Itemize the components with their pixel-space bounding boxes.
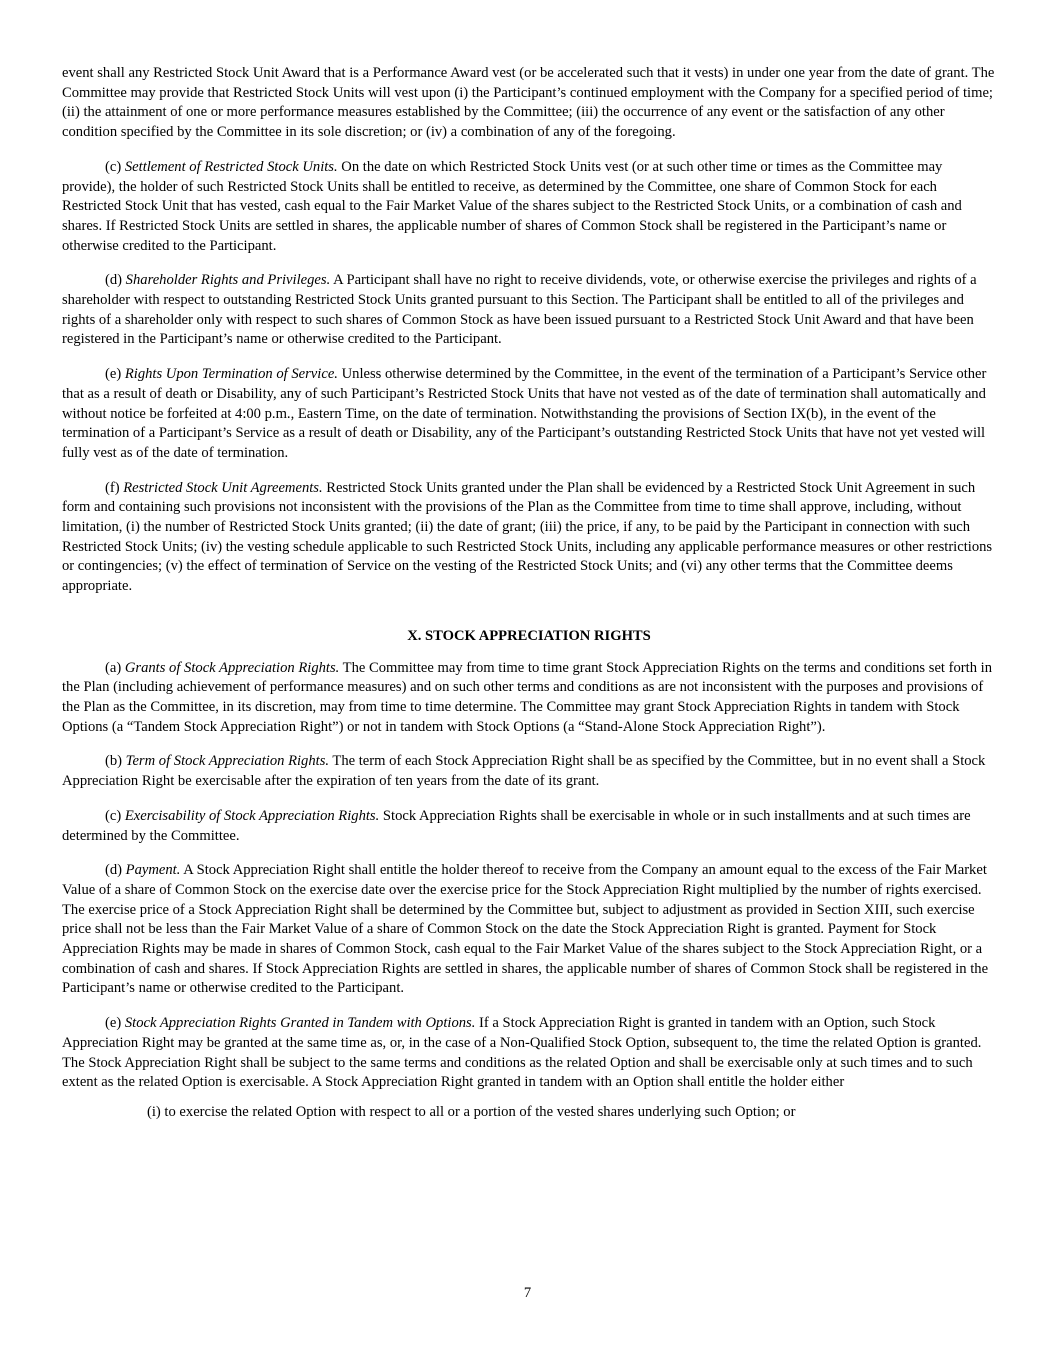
document-page: [62, 64, 996, 1138]
paragraph-text: The Committee may from time to time grant Stock Appreciation Rights on the terms and conditions set forth in the Plan (including achievement of performance measures) and on such other terms and conditions as are not inconsistent with the purposes and provisions of the Plan as the Committee, in its discretion, may from time to time determine. The Committee may grant Stock Appreciation Rights in tandem with Stock Options (a “Tandem Stock Appreciation Right”) or not in tandem with Stock Options (a “Stand-Alone Stock Appreciation Right”).: [62, 659, 992, 735]
paragraph-title: Exercisability of Stock Appreciation Rights.: [124, 807, 380, 824]
section-heading: X. STOCK APPRECIATION RIGHTS: [407, 627, 651, 644]
paragraph-text: event shall any Restricted Stock Unit Award that is a Performance Award vest (or be accelerated such that it vests) in under one year from the date of grant. The Committee may provide that Restricted Stock Units will vest upon (i) the Participant’s continued employment with the Company for a specified period of time; (ii) the attainment of one or more performance measures established by the Committee; (iii) the occurrence of any event or the satisfaction of any other condition specified by the Committee in its sole discretion; or (iv) a combination of any of the foregoing.: [62, 65, 995, 141]
paragraph-title: Restricted Stock Unit Agreements.: [123, 479, 323, 496]
paragraph-title: Payment.: [125, 862, 181, 879]
paragraph-text: Stock Appreciation Rights shall be exercisable in whole or in such installments and at such times are determined by the Committee.: [62, 807, 971, 844]
paragraph-label: (c): [105, 807, 125, 824]
paragraph-label: (e): [105, 1015, 125, 1032]
subclause-i: (i) to exercise the related Option with respect to all or a portion of the vested shares underlying such Option; or: [147, 1103, 796, 1120]
paragraph-label: (d): [105, 272, 126, 289]
paragraph-title: Grants of Stock Appreciation Rights.: [124, 659, 340, 676]
paragraph-intro: [62, 64, 996, 143]
paragraph-text: A Participant shall have no right to receive dividends, vote, or otherwise exercise the privileges and rights of a shareholder with respect to outstanding Restricted Stock Units granted pursuant to this Section. The Participant shall be entitled to all of the privileges and rights of a shareholder only with respect to such shares of Common Stock as have been issued pursuant to a Restricted Stock Unit Award and that have been registered in the Participant’s name or otherwise credited to the Participant.: [62, 272, 977, 348]
paragraph-title: Shareholder Rights and Privileges.: [125, 272, 331, 289]
paragraph-text: Unless otherwise determined by the Committee, in the event of the termination of a Participant’s Service other that as a result of death or Disability, any of such Participant’s Restricted Stock Units that have not vested as of the date of termination shall automatically and without notice be forfeited at 4:00 p.m., Eastern Time, on the date of termination. Notwithstanding the provisions of Section IX(b), in the event of the termination of a Participant’s Service as a result of death or Disability, any of the Participant’s outstanding Restricted Stock Units that have not yet vested will fully vest as of the date of termination.: [62, 366, 987, 461]
paragraph-d-shareholder: [62, 271, 996, 350]
paragraph-label: (d): [105, 862, 126, 879]
paragraph-sar-a: [62, 659, 996, 738]
paragraph-label: (e): [105, 366, 125, 383]
paragraph-c-settlement: [62, 158, 996, 257]
paragraph-title: Settlement of Restricted Stock Units.: [124, 158, 338, 175]
paragraph-label: (f): [105, 479, 124, 496]
paragraph-text: Restricted Stock Units granted under the Plan shall be evidenced by a Restricted Stock Unit Agreement in such form and containing such provisions not inconsistent with the provisions of the Plan as the Committee from time to time shall approve, including, without limitation, (i) the number of Restricted Stock Units granted; (ii) the date of grant; (iii) the price, if any, to be paid by the Participant in connection with such Restricted Stock Units; (iv) the vesting schedule applicable to such Restricted Stock Units, including any applicable performance measures or other restrictions or contingencies; (v) the effect of termination of Service on the vesting of the Restricted Stock Units; and (vi) any other terms that the Committee deems appropriate.: [62, 479, 993, 595]
paragraph-title: Rights Upon Termination of Service.: [124, 366, 338, 383]
paragraph-f-agreements: [62, 479, 996, 597]
paragraph-text: On the date on which Restricted Stock Units vest (or at such other time or times as the Committee may provide), the holder of such Restricted Stock Units shall be entitled to receive, as determined by the Committee, one share of Common Stock for each Restricted Stock Unit that has vested, cash equal to the Fair Market Value of the shares subject to the Restricted Stock Units, or a combination of cash and shares. If Restricted Stock Units are settled in shares, the applicable number of shares of Common Stock shall be registered in the Participant’s name or otherwise credited to the Participant.: [62, 158, 962, 254]
paragraph-sar-c: [62, 807, 996, 846]
paragraph-label: (b): [105, 753, 126, 770]
paragraph-label: (a): [105, 659, 125, 676]
paragraph-sar-d: [62, 861, 996, 999]
paragraph-e-termination: [62, 365, 996, 464]
paragraph-title: Term of Stock Appreciation Rights.: [125, 753, 330, 770]
paragraph-sar-b: [62, 752, 996, 791]
paragraph-text: The term of each Stock Appreciation Right shall be as specified by the Committee, but in no event shall a Stock Appreciation Right be exercisable after the expiration of ten years from the date of its grant.: [62, 753, 986, 790]
paragraph-text: A Stock Appreciation Right shall entitle the holder thereof to receive from the Company an amount equal to the excess of the Fair Market Value of a share of Common Stock on the exercise date over the exercise price for the Stock Appreciation Right multiplied by the number of rights exercised. The exercise price of a Stock Appreciation Right shall be determined by the Committee but, subject to adjustment as provided in Section XIII, such exercise price shall not be less than the Fair Market Value of a share of Common Stock on the date the Stock Appreciation Right is granted. Payment for Stock Appreciation Rights may be made in shares of Common Stock, cash equal to the Fair Market Value of the shares subject to the Stock Appreciation Right, or a combination of cash and shares. If Stock Appreciation Rights are settled in shares, the applicable number of shares of Common Stock shall be registered in the Participant’s name or otherwise credited to the Participant.: [62, 862, 989, 997]
paragraph-label: (c): [105, 158, 125, 175]
paragraph-title: Stock Appreciation Rights Granted in Tandem with Options.: [124, 1015, 476, 1032]
page-number: 7: [523, 1285, 532, 1301]
paragraph-text: If a Stock Appreciation Right is granted in tandem with an Option, such Stock Appreciation Right may be granted at the same time as, or, in the case of a Non-Qualified Stock Option, subsequent to, the time the related Option is granted. The Stock Appreciation Right shall be subject to the same terms and conditions as the related Option and shall be exercisable only at such times and to such extent as the related Option is exercisable. A Stock Appreciation Right granted in tandem with an Option shall entitle the holder either: [62, 1015, 982, 1091]
paragraph-sar-e: [62, 1014, 996, 1093]
